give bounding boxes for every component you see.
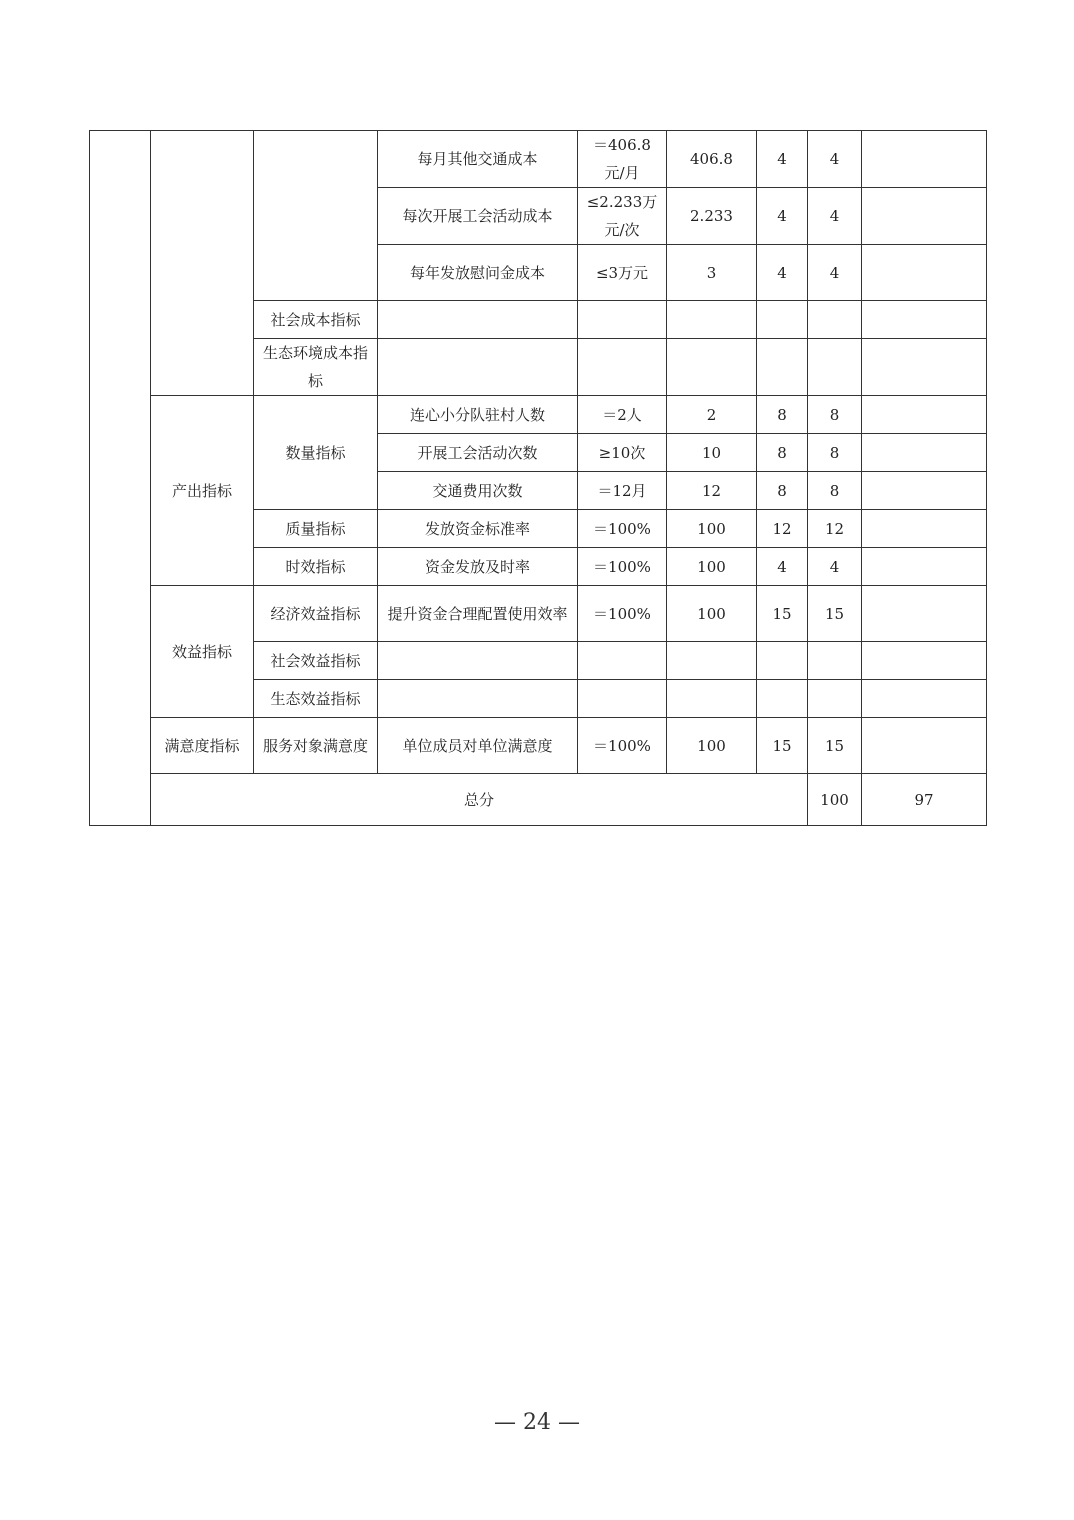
- quality-indicator-label: 质量指标: [254, 510, 378, 548]
- target-cell: ＝100%: [578, 510, 667, 548]
- weight-cell: 4: [757, 245, 808, 301]
- score-cell: 4: [808, 548, 862, 586]
- weight-cell: 12: [757, 510, 808, 548]
- remark-cell: [862, 245, 987, 301]
- indicator-cell: 提升资金合理配置使用效率: [378, 586, 578, 642]
- weight-cell: 4: [757, 548, 808, 586]
- target-cell: ＝2人: [578, 396, 667, 434]
- score-cell: 8: [808, 434, 862, 472]
- remark-cell: [862, 472, 987, 510]
- table-row: [90, 586, 987, 642]
- economic-benefit-label: 经济效益指标: [254, 586, 378, 642]
- target-cell: ≤2.233万元/次: [578, 188, 667, 245]
- total-score: 97: [862, 774, 987, 826]
- weight-cell: 8: [757, 472, 808, 510]
- score-cell: 15: [808, 718, 862, 774]
- remark-cell: [862, 188, 987, 245]
- table-row: [90, 396, 987, 434]
- score-cell: 8: [808, 396, 862, 434]
- weight-cell: 4: [757, 188, 808, 245]
- score-cell: 4: [808, 245, 862, 301]
- indicator-cell: 单位成员对单位满意度: [378, 718, 578, 774]
- total-row: [90, 774, 987, 826]
- total-weight: 100: [808, 774, 862, 826]
- actual-cell: 100: [667, 718, 757, 774]
- actual-cell: 100: [667, 510, 757, 548]
- cost-indicator-cell: [151, 131, 254, 396]
- score-cell: 12: [808, 510, 862, 548]
- target-cell: ＝100%: [578, 586, 667, 642]
- first-level-cell: [90, 131, 151, 826]
- score-cell: 8: [808, 472, 862, 510]
- remark-cell: [862, 586, 987, 642]
- economic-cost-cell: [254, 131, 378, 301]
- total-label: 总分: [151, 774, 808, 826]
- weight-cell: 15: [757, 718, 808, 774]
- indicator-cell: 每月其他交通成本: [378, 131, 578, 188]
- actual-cell: 3: [667, 245, 757, 301]
- actual-cell: 100: [667, 586, 757, 642]
- performance-table: [89, 130, 987, 826]
- indicator-cell: 发放资金标准率: [378, 510, 578, 548]
- page-number: — 24 —: [494, 1410, 580, 1435]
- eco-benefit-label: 生态效益指标: [254, 680, 378, 718]
- weight-cell: 8: [757, 434, 808, 472]
- target-cell: ＝100%: [578, 548, 667, 586]
- weight-cell: 4: [757, 131, 808, 188]
- social-cost-label: 社会成本指标: [254, 301, 378, 339]
- table-row: [90, 131, 987, 188]
- remark-cell: [862, 434, 987, 472]
- eco-cost-label: 生态环境成本指标: [254, 339, 378, 396]
- weight-cell: 15: [757, 586, 808, 642]
- actual-cell: 2.233: [667, 188, 757, 245]
- output-indicator-label: 产出指标: [151, 396, 254, 586]
- actual-cell: 2: [667, 396, 757, 434]
- score-cell: 4: [808, 188, 862, 245]
- target-cell: ≥10次: [578, 434, 667, 472]
- quantity-indicator-label: 数量指标: [254, 396, 378, 510]
- indicator-cell: 连心小分队驻村人数: [378, 396, 578, 434]
- satisfaction-indicator-label: 满意度指标: [151, 718, 254, 774]
- remark-cell: [862, 131, 987, 188]
- indicator-cell: 每年发放慰问金成本: [378, 245, 578, 301]
- target-cell: ≤3万元: [578, 245, 667, 301]
- weight-cell: 8: [757, 396, 808, 434]
- actual-cell: 406.8: [667, 131, 757, 188]
- indicator-cell: 资金发放及时率: [378, 548, 578, 586]
- indicator-cell: 每次开展工会活动成本: [378, 188, 578, 245]
- social-benefit-label: 社会效益指标: [254, 642, 378, 680]
- remark-cell: [862, 510, 987, 548]
- indicator-cell: 交通费用次数: [378, 472, 578, 510]
- target-cell: ＝406.8元/月: [578, 131, 667, 188]
- actual-cell: 100: [667, 548, 757, 586]
- score-cell: 4: [808, 131, 862, 188]
- timeliness-indicator-label: 时效指标: [254, 548, 378, 586]
- actual-cell: 12: [667, 472, 757, 510]
- target-cell: ＝100%: [578, 718, 667, 774]
- target-cell: ＝12月: [578, 472, 667, 510]
- remark-cell: [862, 718, 987, 774]
- benefit-indicator-label: 效益指标: [151, 586, 254, 718]
- remark-cell: [862, 548, 987, 586]
- remark-cell: [862, 396, 987, 434]
- actual-cell: 10: [667, 434, 757, 472]
- indicator-cell: 开展工会活动次数: [378, 434, 578, 472]
- table-row: [90, 718, 987, 774]
- satisfaction-sub-label: 服务对象满意度: [254, 718, 378, 774]
- score-cell: 15: [808, 586, 862, 642]
